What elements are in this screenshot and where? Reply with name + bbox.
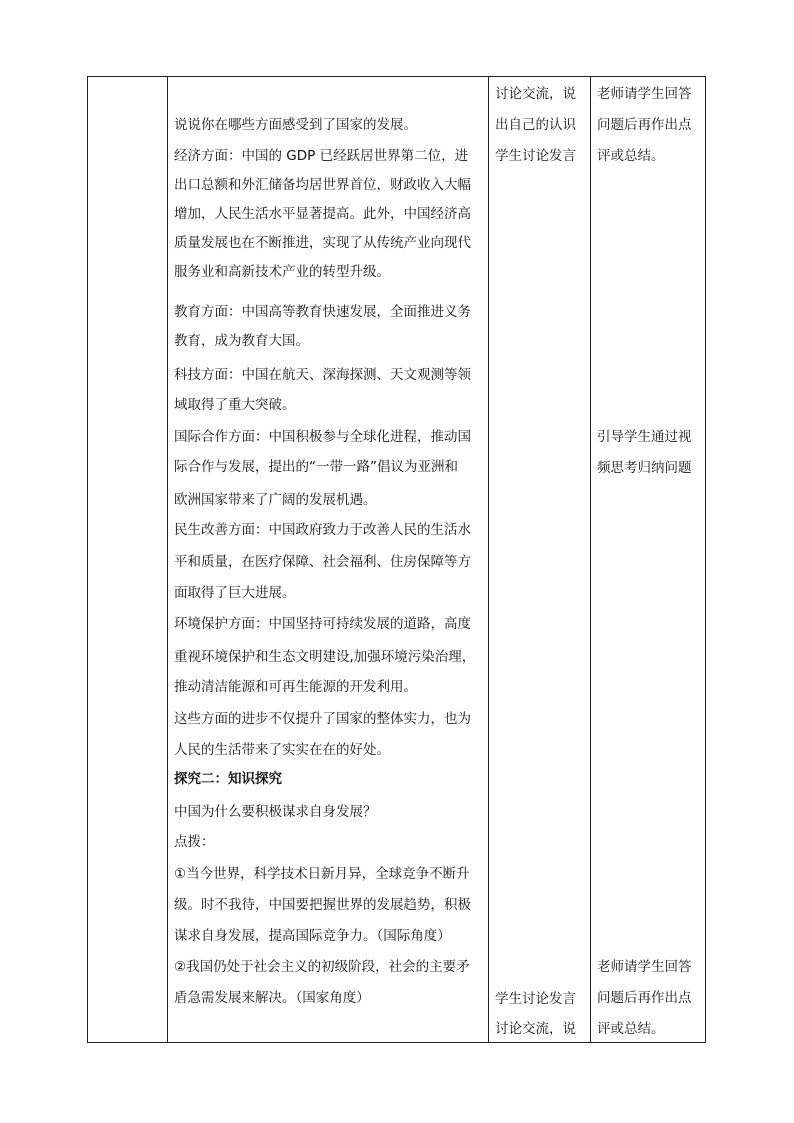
content-line: 面取得了巨大进展。 [174,585,296,601]
teacher-activity-line: 老师请学生回答 [597,959,692,975]
content-line: 推动清洁能源和可再生能源的开发利用。 [174,679,417,695]
teacher-activity-line: 频思考归纳问题 [597,460,692,476]
content-line: 经济方面：中国的 GDP 已经跃居世界第二位，进 [174,148,469,164]
teacher-activity-line: 老师请学生回答 [597,86,692,102]
teacher-activity-cell [591,77,705,1042]
teacher-activity-line: 评或总结。 [597,148,665,164]
teacher-activity-line: 引导学生通过视 [597,429,692,445]
content-cell [168,77,488,1042]
content-line: 点拨： [174,834,215,850]
content-line: 服务业和高新技术产业的转型升级。 [174,264,390,280]
content-line: 平和质量，在医疗保障、社会福利、住房保障等方 [174,554,471,570]
lesson-plan-table [87,76,706,1043]
content-line: 说说你在哪些方面感受到了国家的发展。 [174,117,417,133]
content-line: 民生改善方面：中国政府致力于改善人民的生活水 [174,522,471,538]
teacher-activity-line: 评或总结。 [597,1021,665,1037]
content-line: 出口总额和外汇储备均居世界首位，财政收入大幅 [174,177,471,193]
content-line: 人民的生活带来了实实在在的好处。 [174,742,390,758]
student-activity-line: 学生讨论发言 [495,148,576,164]
student-activity-line: 出自己的认识 [495,117,576,133]
content-line: 级。时不我待，中国要把握世界的发展趋势，积极 [174,897,471,913]
student-activity-cell [489,77,590,1042]
content-line: 欧洲国家带来了广阔的发展机遇。 [174,492,377,508]
content-line: 重视环境保护和生态文明建设,加强环境污染治理， [174,649,476,665]
teacher-activity-line: 问题后再作出点 [597,990,692,1006]
content-line: ①当今世界，科学技术日新月异，全球竞争不断升 [174,866,470,882]
content-line: 中国为什么要积极谋求自身发展？ [174,804,377,820]
content-line: 域取得了重大突破。 [174,397,296,413]
content-line: 盾急需发展来解决。（国家角度） [174,990,370,1006]
content-line: ②我国仍处于社会主义的初级阶段，社会的主要矛 [174,959,470,975]
student-activity-line: 学生讨论发言 [495,991,576,1007]
content-line: 科技方面：中国在航天、深海探测、天文观测等领 [174,367,471,383]
content-line: 际合作与发展，提出的“一带一路”倡议为亚洲和 [174,459,458,475]
content-line: 环境保护方面：中国坚持可持续发展的道路，高度 [174,616,471,632]
content-line: 教育方面：中国高等教育快速发展，全面推进义务 [174,304,471,320]
student-activity-line: 讨论交流，说 [495,1021,576,1037]
content-line: 教育，成为教育大国。 [174,333,309,349]
student-activity-line: 讨论交流，说 [495,86,576,102]
empty-left-cell [88,77,167,1042]
content-line: 谋求自身发展，提高国际竞争力。（国际角度） [174,928,451,944]
content-line: 质量发展也在不断推进，实现了从传统产业向现代 [174,235,471,251]
content-line: 增加，人民生活水平显著提高。此外，中国经济高 [174,206,471,222]
teacher-activity-line: 问题后再作出点 [597,117,692,133]
content-line: 国际合作方面：中国积极参与全球化进程，推动国 [174,429,471,445]
content-line: 这些方面的进步不仅提升了国家的整体实力，也为 [174,711,471,727]
section-heading: 探究二：知识探究 [174,771,282,787]
